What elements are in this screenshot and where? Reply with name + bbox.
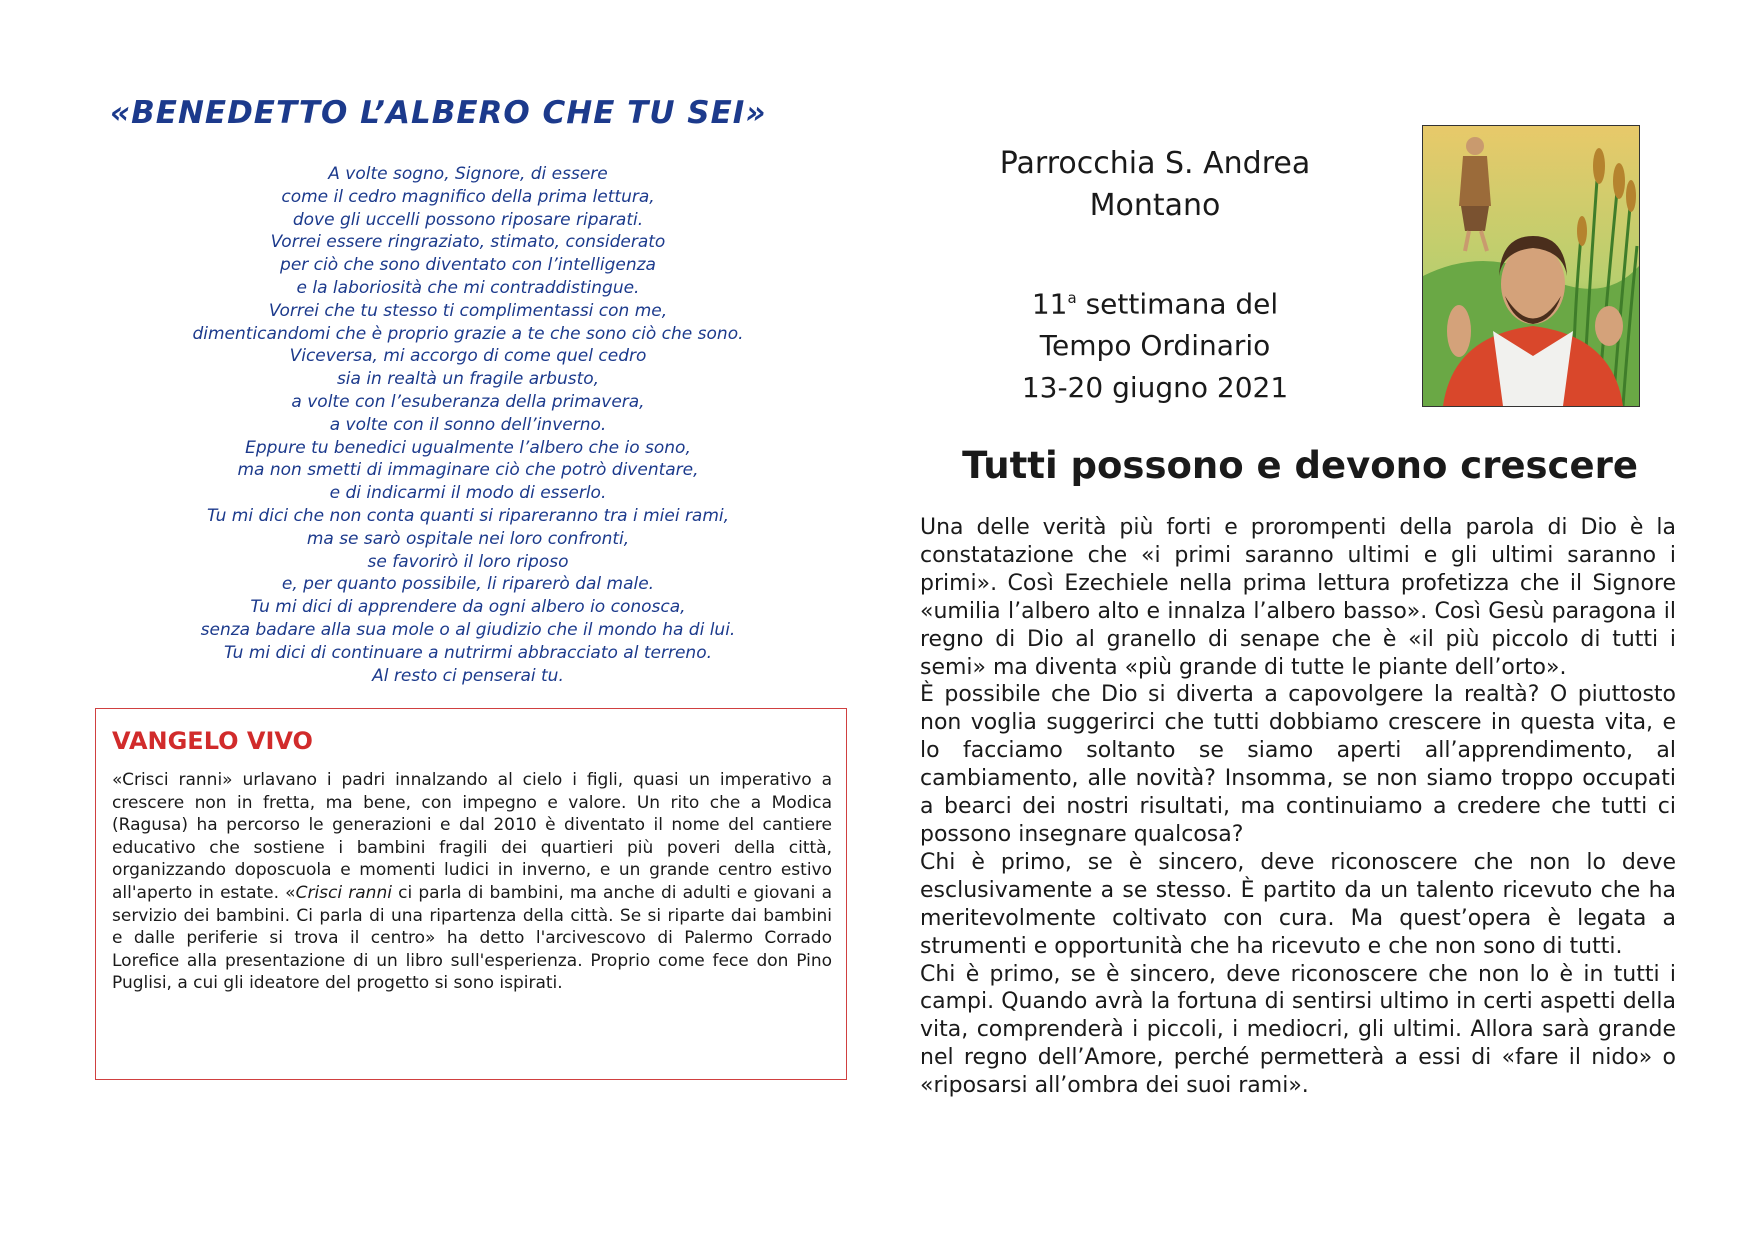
parish-name	[945, 143, 1365, 227]
sower-illustration-svg	[1423, 126, 1639, 406]
article-paragraph: Chi è primo, se è sincero, deve riconoscere che non lo deve esclusivamente a se stesso. È partito da un talento ricevuto che ha meritevolmente coltivato con cura. Ma quest’opera è legata a strumenti e opportunità che ha ricevuto e che non sono di tutti.	[920, 849, 1676, 959]
poem-line: per ciò che sono diventato con l’intelligenza	[280, 255, 656, 276]
vangelo-vivo-text	[112, 769, 832, 995]
poem-text	[130, 163, 806, 687]
week-label: settimana del	[1076, 287, 1279, 321]
poem-line: a volte con l’esuberanza della primavera,	[291, 391, 645, 412]
week-line-1	[945, 277, 1365, 325]
poem-line: dimenticandomi che è proprio grazie a te che sono ciò che sono.	[192, 323, 744, 344]
poem-line: dove gli uccelli possono riposare riparati.	[292, 209, 644, 230]
article-body	[920, 514, 1676, 1100]
poem-line: Eppure tu benedici ugualmente l’albero che io sono,	[245, 437, 691, 458]
poem-line: Viceversa, mi accorgo di come quel cedro	[289, 346, 647, 367]
poem-line: Tu mi dici di apprendere da ogni albero io conosca,	[250, 597, 686, 618]
vangelo-vivo-box	[95, 708, 847, 1080]
vangelo-vivo-title: VANGELO VIVO	[112, 727, 313, 755]
parish-line-1: Parrocchia S. Andrea	[999, 146, 1311, 181]
poem-line: a volte con il sonno dell’inverno.	[329, 414, 607, 435]
poem-line: ma se sarò ospitale nei loro confronti,	[306, 528, 630, 549]
poem-line: Vorrei che tu stesso ti complimentassi con me,	[268, 300, 668, 321]
poem-line: se favorirò il loro riposo	[367, 551, 569, 572]
parish-line-2: Montano	[1089, 188, 1221, 223]
article-title: Tutti possono e devono crescere	[962, 444, 1638, 487]
poem-line: Tu mi dici che non conta quanti si ripareranno tra i miei rami,	[206, 505, 730, 526]
liturgical-week	[945, 277, 1365, 409]
vangelo-text-part: ci parla di bambini, ma anche di adulti e giovani a servizio dei bambini. Ci parla di una ripartenza della città. Se si riparte dai bambini e dalle periferie si trova il centro» ha detto l'arcivescovo di Palermo Corrado Lorefice alla presentazione di un libro sull'esperienza. Proprio come fece don Pino Puglisi, a cui gli ideatore del progetto si sono ispirati.	[112, 882, 832, 994]
vangelo-text-part: «Crisci ranni» urlavano i padri innalzando al cielo i figli, quasi un imperativo a crescere non in fretta, ma bene, con impegno e valore. Un rito che a Modica (Ragusa) ha percorso le generazioni e dal 2010 è diventato il nome del cantiere educativo che sostiene i bambini fragili dei quartieri più poveri della città, organizzando doposcuola e momenti ludici in inverno, e un grande centro estivo all'aperto in estate. «	[112, 770, 832, 903]
poem-line: come il cedro magnifico della prima lettura,	[281, 186, 655, 207]
poem-line: Vorrei essere ringraziato, stimato, considerato	[270, 232, 666, 253]
poem-line: senza badare alla sua mole o al giudizio che il mondo ha di lui.	[200, 619, 736, 640]
week-line-2: Tempo Ordinario	[1039, 329, 1271, 363]
poem-line: A volte sogno, Signore, di essere	[328, 164, 608, 184]
poem-line: e la laboriosità che mi contraddistingue.	[296, 277, 640, 298]
week-dates: 13-20 giugno 2021	[1021, 371, 1289, 405]
sower-illustration	[1422, 125, 1640, 407]
week-number: 11	[1031, 287, 1068, 321]
poem-line: e di indicarmi il modo di esserlo.	[329, 483, 607, 504]
poem-line: Al resto ci penserai tu.	[372, 665, 564, 686]
poem-line: sia in realtà un fragile arbusto,	[336, 369, 600, 390]
article-paragraph: Una delle verità più forti e prorompenti della parola di Dio è la constatazione che «i primi saranno ultimi e gli ultimi saranno i primi». Così Ezechiele nella prima lettura profetizza che il Signore «umilia l’albero alto e innalza l’albero basso». Così Gesù paragona il regno di Dio al granello di senape che è «il più piccolo di tutti i semi» ma diventa «più grande di tutte le piante dell’orto».	[920, 515, 1676, 680]
article-paragraph: Chi è primo, se è sincero, deve riconoscere che non lo è in tutti i campi. Quando avrà la fortuna di sentirsi ultimo in certi aspetti della vita, comprenderà i piccoli, i mediocri, gli ultimi. Allora sarà grande nel regno dell’Amore, perché permetterà a essi di «fare il nido» o «riposarsi all’ombra dei suoi rami».	[920, 961, 1676, 1099]
article-paragraph: È possibile che Dio si diverta a capovolgere la realtà? O piuttosto non voglia suggerirci che tutti dobbiamo crescere in questa vita, e lo facciamo soltanto se siamo aperti all’apprendimento, al cambiamento, alle novità? Insomma, se non siamo troppo occupati a bearci dei nostri risultati, ma continuiamo a credere che tutti ci possono insegnare qualcosa?	[920, 682, 1676, 847]
poem-title: «BENEDETTO L’ALBERO CHE TU SEI»	[110, 95, 767, 131]
poem-line: e, per quanto possibile, li riparerò dal male.	[281, 574, 655, 595]
week-ordinal: a	[1067, 289, 1077, 307]
poem-line: ma non smetti di immaginare ciò che potrò diventare,	[237, 460, 699, 481]
vangelo-text-italic: Crisci ranni	[295, 882, 392, 903]
poem-line: Tu mi dici di continuare a nutrirmi abbracciato al terreno.	[224, 642, 712, 663]
